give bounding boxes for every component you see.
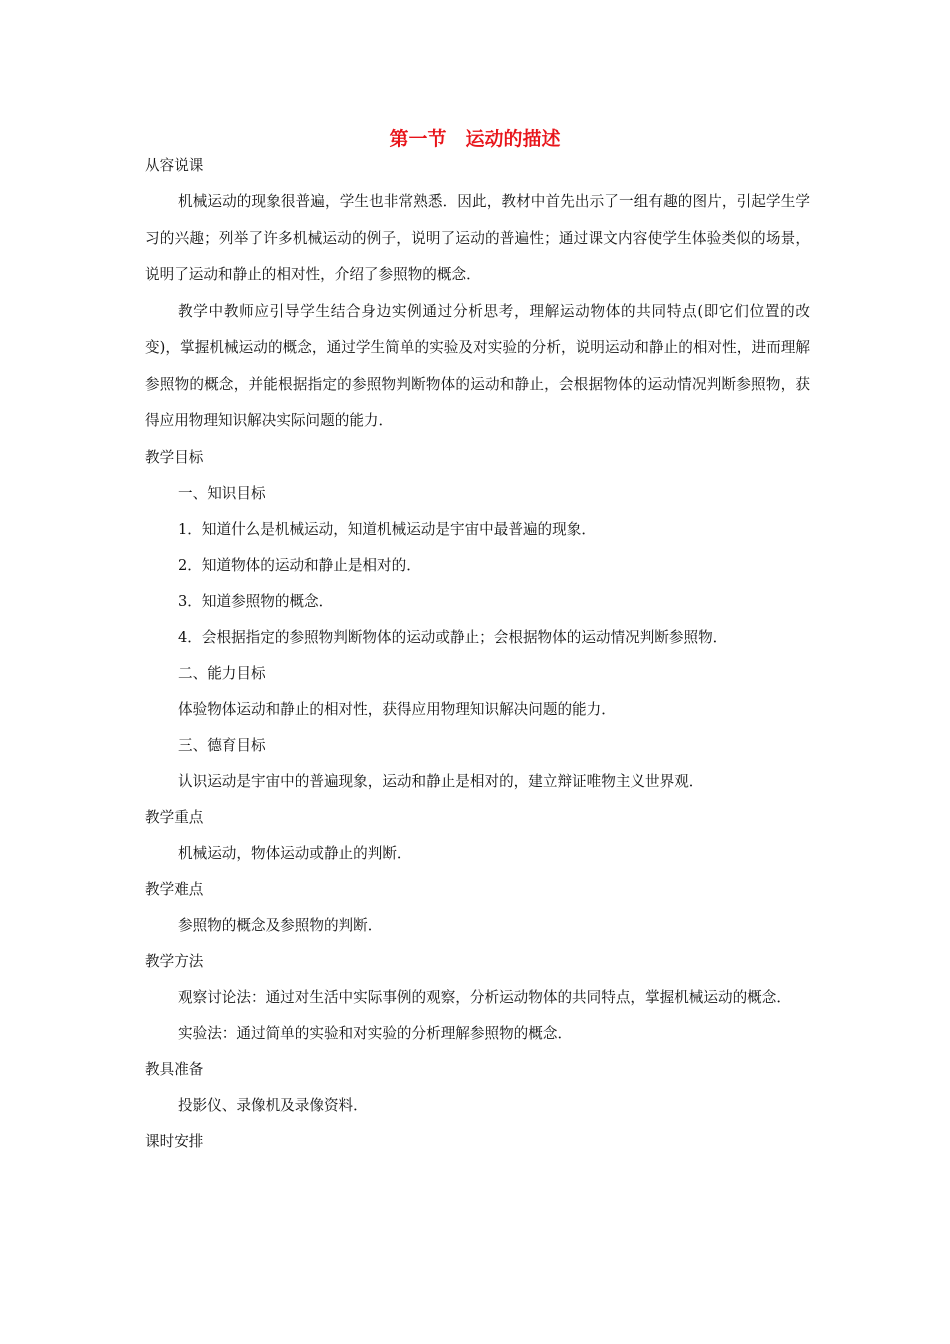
moral-goal-text: 认识运动是宇宙中的普遍现象，运动和静止是相对的，建立辩证唯物主义世界观． bbox=[178, 772, 704, 790]
section-heading-method: 教学方法 bbox=[145, 952, 204, 970]
ability-goal-text: 体验物体运动和静止的相对性，获得应用物理知识解决问题的能力． bbox=[178, 700, 616, 718]
section-heading-intro: 从容说课 bbox=[145, 157, 204, 174]
section-heading-goals: 教学目标 bbox=[145, 448, 204, 466]
tools-text: 投影仪、录像机及录像资料． bbox=[178, 1096, 368, 1114]
document-title: 第一节 运动的描述 bbox=[389, 128, 561, 150]
document-body bbox=[145, 148, 810, 1160]
key-point-text: 机械运动，物体运动或静止的判断． bbox=[178, 844, 412, 862]
section-heading-difficulty: 教学难点 bbox=[145, 880, 204, 898]
subheading-moral-goals: 三、德育目标 bbox=[178, 736, 266, 754]
intro-paragraph-2: 教学中教师应引导学生结合身边实例通过分析思考，理解运动物体的共同特点(即它们位置的改变)，掌握机械运动的概念，通过学生简单的实验及对实验的分析，说明运动和静止的相对性，进而理解参照物的概念，并能根据指定的参照物判断物体的运动和静止，会根据物体的运动情况判断参照物，获得应用物理知识解决实际问题的能力． bbox=[145, 302, 810, 429]
difficulty-text: 参照物的概念及参照物的判断． bbox=[178, 916, 383, 934]
subheading-ability-goals: 二、能力目标 bbox=[178, 664, 266, 682]
intro-paragraph-1: 机械运动的现象很普遍，学生也非常熟悉．因此，教材中首先出示了一组有趣的图片，引起学生学习的兴趣；列举了许多机械运动的例子，说明了运动的普遍性；通过课文内容使学生体验类似的场景，说明了运动和静止的相对性，介绍了参照物的概念． bbox=[145, 193, 810, 283]
section-heading-key-point: 教学重点 bbox=[145, 808, 204, 826]
subheading-knowledge-goals: 一、知识目标 bbox=[178, 484, 266, 502]
knowledge-goal-item: 1．知道什么是机械运动，知道机械运动是宇宙中最普遍的现象． bbox=[178, 520, 596, 538]
section-heading-tools: 教具准备 bbox=[145, 1060, 204, 1078]
knowledge-goal-item: 2．知道物体的运动和静止是相对的． bbox=[178, 556, 421, 574]
section-heading-schedule: 课时安排 bbox=[145, 1132, 204, 1150]
knowledge-goal-item: 3．知道参照物的概念． bbox=[178, 592, 334, 610]
method-item-observation: 观察讨论法：通过对生活中实际事例的观察，分析运动物体的共同特点，掌握机械运动的概念． bbox=[178, 988, 791, 1006]
method-item-experiment: 实验法：通过简单的实验和对实验的分析理解参照物的概念． bbox=[178, 1024, 573, 1042]
knowledge-goal-item: 4．会根据指定的参照物判断物体的运动或静止；会根据物体的运动情况判断参照物． bbox=[178, 628, 728, 646]
